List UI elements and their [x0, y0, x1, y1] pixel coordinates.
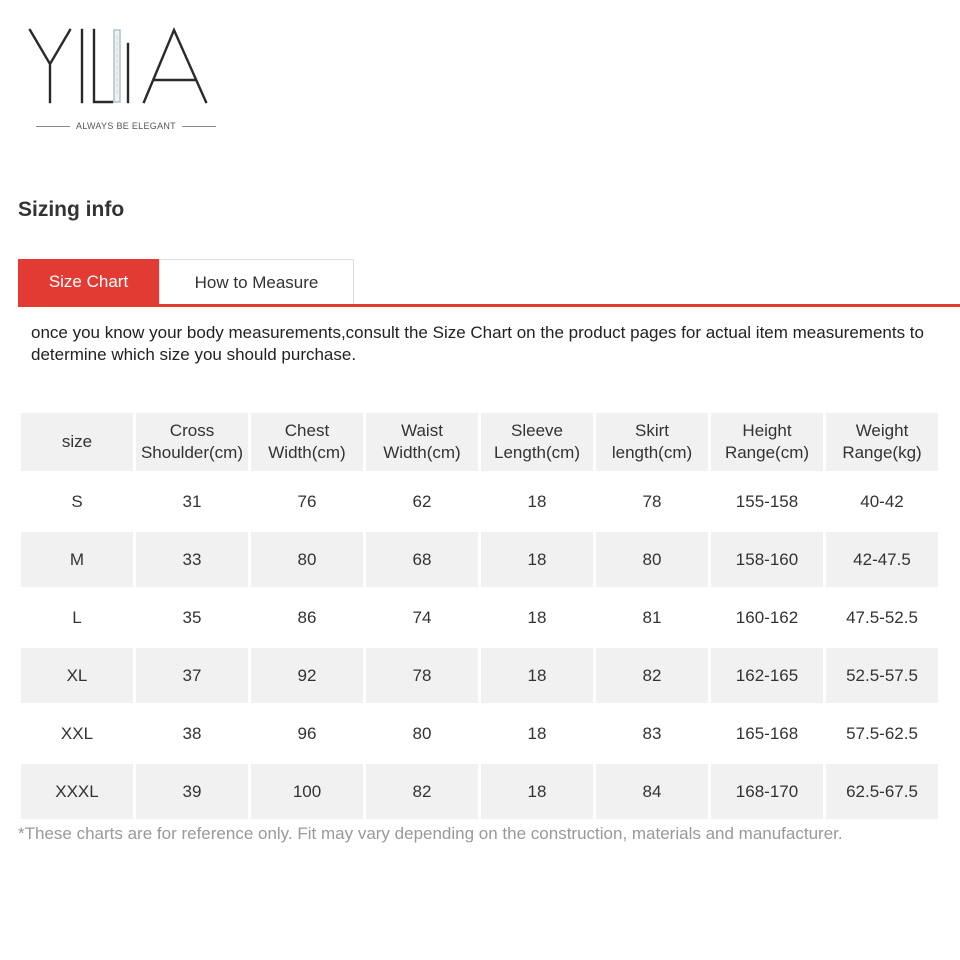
table-cell: 52.5-57.5 — [826, 648, 938, 703]
table-cell: 86 — [297, 607, 317, 627]
table-cell: 40-42 — [860, 491, 904, 511]
table-cell: 18 — [527, 723, 547, 743]
table-cell: 47.5-52.5 — [846, 607, 918, 627]
table-cell: 81 — [642, 607, 662, 627]
table-cell: 76 — [297, 491, 317, 511]
table-cell: 42-47.5 — [826, 532, 938, 587]
table-cell: S — [71, 491, 83, 511]
table-cell: 78 — [642, 491, 662, 511]
table-cell: 33 — [136, 532, 248, 587]
table-cell: 18 — [481, 764, 593, 819]
table-cell: 57.5-62.5 — [846, 723, 918, 743]
header-chest-width: Chest Width(cm) — [251, 413, 363, 471]
table-header-row — [21, 413, 938, 471]
tagline-text: ALWAYS BE ELEGANT — [76, 121, 176, 131]
tab-size-chart[interactable]: Size Chart — [18, 259, 159, 305]
header-sleeve-length: Sleeve Length(cm) — [481, 413, 593, 471]
table-cell: 92 — [251, 648, 363, 703]
table-cell: 160-162 — [735, 607, 799, 627]
table-cell: M — [21, 532, 133, 587]
table-row — [21, 764, 938, 819]
table-cell: 31 — [182, 491, 202, 511]
header-size: size — [21, 413, 133, 471]
table-cell: 18 — [527, 491, 547, 511]
table-cell: 83 — [642, 723, 662, 743]
table-row — [21, 590, 938, 645]
table-cell: 155-158 — [735, 491, 799, 511]
table-cell: 18 — [527, 607, 547, 627]
section-title: Sizing info — [18, 198, 125, 221]
brand-logo-graphic — [26, 24, 216, 114]
size-chart-table — [18, 410, 941, 822]
sizing-tabs — [18, 259, 960, 307]
table-cell: 35 — [182, 607, 202, 627]
table-cell: 80 — [412, 723, 432, 743]
table-row — [21, 532, 938, 587]
table-cell: 80 — [596, 532, 708, 587]
header-waist-width: Waist Width(cm) — [366, 413, 478, 471]
intro-text: once you know your body measurements,consult the Size Chart on the product pages for actual item measurements to determine which size you should purchase. — [31, 323, 924, 364]
table-cell: 162-165 — [711, 648, 823, 703]
header-skirt-length: Skirt length(cm) — [596, 413, 708, 471]
table-cell: 62 — [412, 491, 432, 511]
table-cell: 96 — [297, 723, 317, 743]
tagline-rule-left — [36, 126, 70, 127]
footnote: *These charts are for reference only. Fit may vary depending on the construction, materials and manufacturer. — [18, 824, 843, 843]
table-cell: XL — [21, 648, 133, 703]
table-cell: 168-170 — [711, 764, 823, 819]
table-cell: 84 — [596, 764, 708, 819]
brand-tagline — [36, 121, 216, 131]
table-cell: 78 — [366, 648, 478, 703]
header-height-range: Height Range(cm) — [711, 413, 823, 471]
table-cell: 62.5-67.5 — [826, 764, 938, 819]
table-cell: XXL — [60, 723, 94, 743]
table-cell: 39 — [136, 764, 248, 819]
table-cell: L — [72, 607, 82, 627]
header-cross-shoulder: Cross Shoulder(cm) — [136, 413, 248, 471]
table-cell: 68 — [366, 532, 478, 587]
table-cell: 165-168 — [735, 723, 799, 743]
table-cell: XXXL — [21, 764, 133, 819]
table-cell: 80 — [251, 532, 363, 587]
table-cell: 18 — [481, 532, 593, 587]
table-cell: 18 — [481, 648, 593, 703]
table-cell: 158-160 — [711, 532, 823, 587]
table-row — [21, 648, 938, 703]
header-weight-range: Weight Range(kg) — [826, 413, 938, 471]
table-cell: 38 — [182, 723, 202, 743]
tab-underline — [18, 304, 960, 307]
table-cell: 37 — [136, 648, 248, 703]
table-row — [21, 474, 938, 529]
table-cell: 100 — [251, 764, 363, 819]
tagline-rule-right — [182, 126, 216, 127]
table-cell: 82 — [366, 764, 478, 819]
tab-how-to-measure[interactable]: How to Measure — [159, 259, 354, 305]
table-row — [21, 706, 938, 761]
table-cell: 82 — [596, 648, 708, 703]
table-cell: 74 — [412, 607, 432, 627]
